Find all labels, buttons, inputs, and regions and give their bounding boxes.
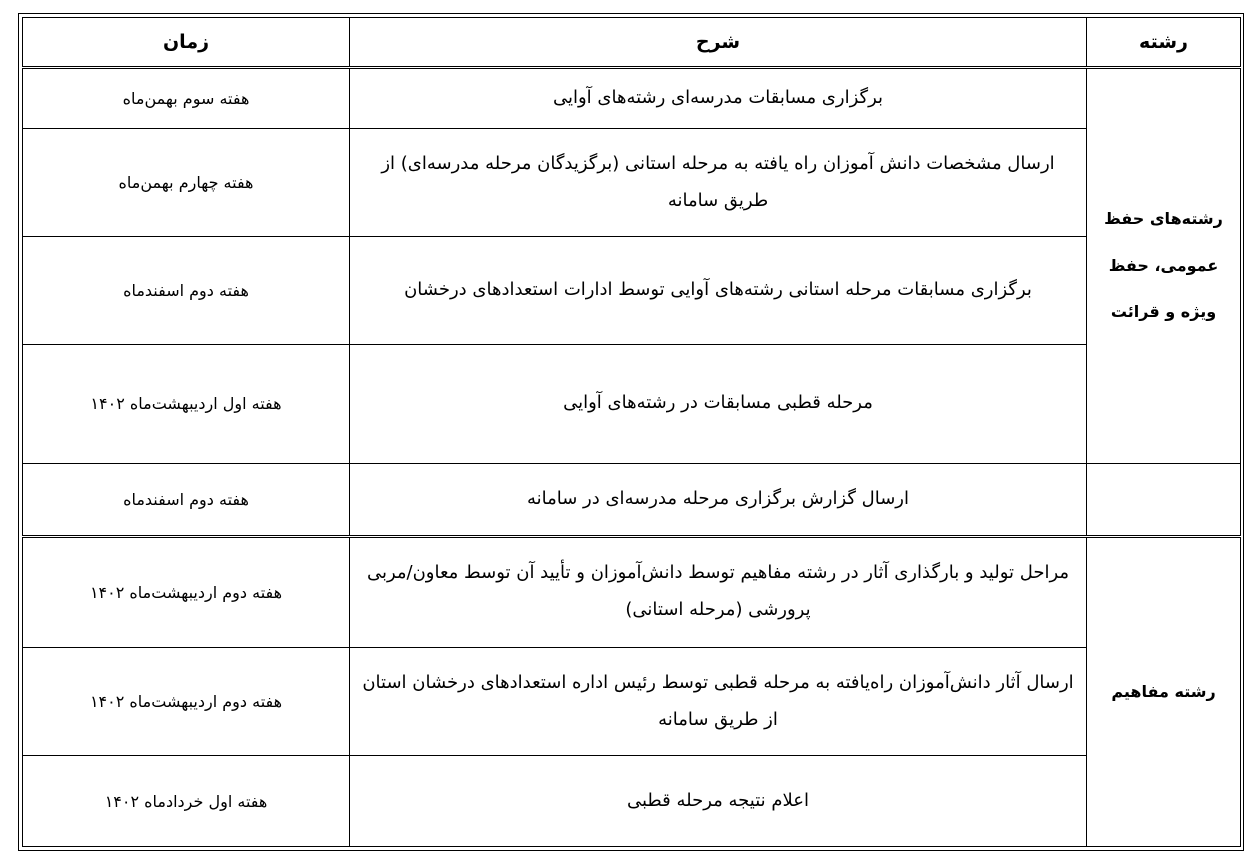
table-row xyxy=(23,68,1241,129)
description-cell: برگزاری مسابقات مرحله استانی رشته‌های آوایی توسط ادارات استعدادهای درخشان xyxy=(350,237,1087,345)
field-cell-empty xyxy=(1087,463,1241,536)
header-description: شرح xyxy=(350,18,1087,68)
time-cell: هفته اول اردیبهشت‌ماه ۱۴۰۲ xyxy=(23,344,350,463)
description-cell: مراحل تولید و بارگذاری آثار در رشته مفاهیم توسط دانش‌آموزان و تأیید آن توسط معاون/مربی پرورشی (مرحله استانی) xyxy=(350,536,1087,647)
table-row xyxy=(23,344,1241,463)
table-row xyxy=(23,129,1241,237)
table-row xyxy=(23,756,1241,847)
header-field: رشته xyxy=(1087,18,1241,68)
table-row xyxy=(23,463,1241,536)
description-cell: اعلام نتیجه مرحله قطبی xyxy=(350,756,1087,847)
time-cell: هفته دوم اردیبهشت‌ماه ۱۴۰۲ xyxy=(23,647,350,756)
description-cell: مرحله قطبی مسابقات در رشته‌های آوایی xyxy=(350,344,1087,463)
header-time: زمان xyxy=(23,18,350,68)
schedule-table xyxy=(22,17,1241,847)
time-cell: هفته دوم اسفندماه xyxy=(23,463,350,536)
field-cell-hifz: رشته‌های حفظ عمومی، حفظ ویژه و قرائت xyxy=(1087,68,1241,464)
description-cell: ارسال مشخصات دانش آموزان راه یافته به مرحله استانی (برگزیدگان مرحله مدرسه‌ای) از طریق سامانه xyxy=(350,129,1087,237)
table-row xyxy=(23,647,1241,756)
time-cell: هفته سوم بهمن‌ماه xyxy=(23,68,350,129)
table-row xyxy=(23,536,1241,647)
description-cell: برگزاری مسابقات مدرسه‌ای رشته‌های آوایی xyxy=(350,68,1087,129)
field-cell-concepts: رشته مفاهیم xyxy=(1087,536,1241,846)
header-row xyxy=(23,18,1241,68)
description-cell: ارسال گزارش برگزاری مرحله مدرسه‌ای در سامانه xyxy=(350,463,1087,536)
time-cell: هفته دوم اردیبهشت‌ماه ۱۴۰۲ xyxy=(23,536,350,647)
time-cell: هفته چهارم بهمن‌ماه xyxy=(23,129,350,237)
description-cell: ارسال آثار دانش‌آموزان راه‌یافته به مرحله قطبی توسط رئیس اداره استعدادهای درخشان استان از طریق سامانه xyxy=(350,647,1087,756)
time-cell: هفته اول خردادماه ۱۴۰۲ xyxy=(23,756,350,847)
time-cell: هفته دوم اسفندماه xyxy=(23,237,350,345)
table-row xyxy=(23,237,1241,345)
